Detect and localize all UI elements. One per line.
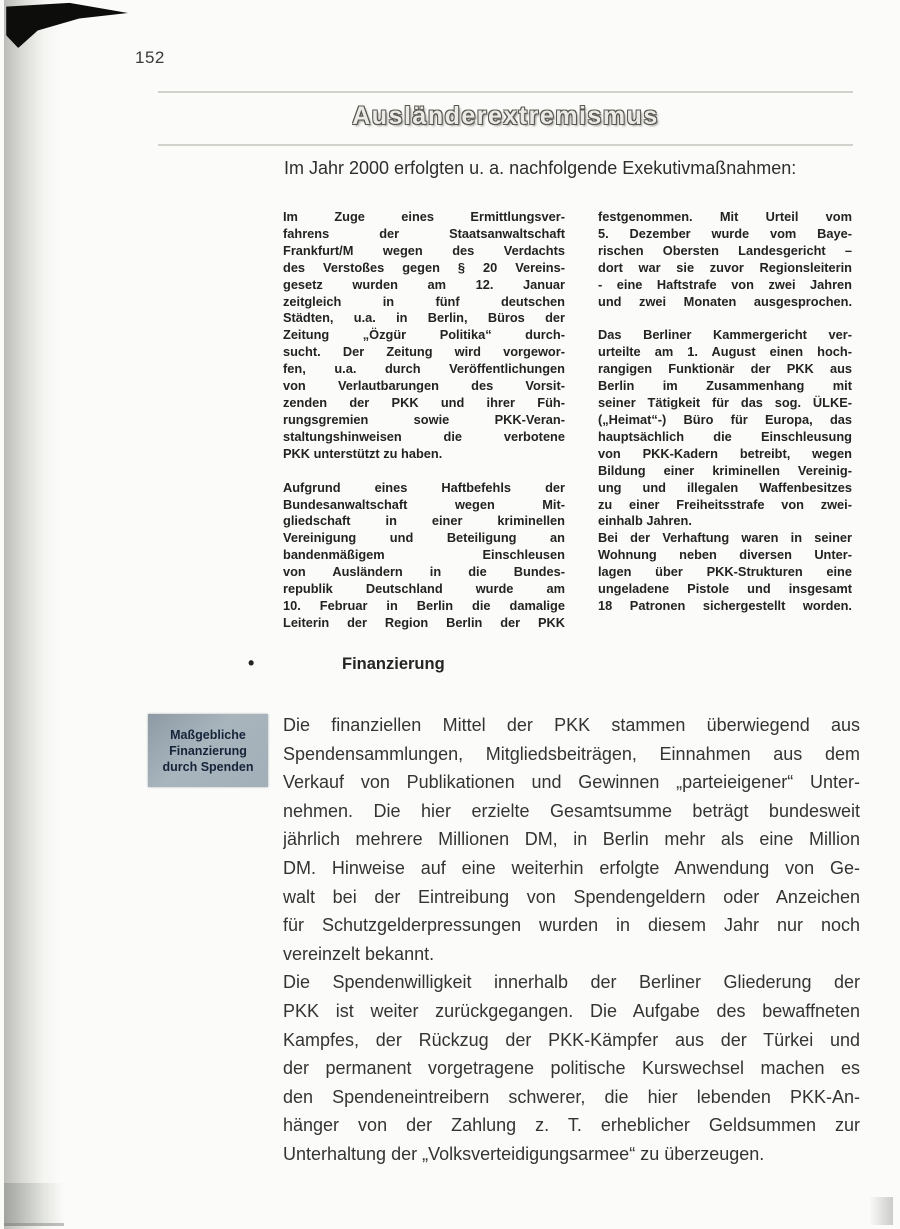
article-columns: [283, 209, 852, 632]
text-line: hänger von der Zahlung z. T. erheblicher Geldsummen zur: [283, 1115, 860, 1136]
margin-note-line: Finanzierung: [169, 743, 247, 758]
text-line: Bei der Verhaftung waren in seiner: [598, 530, 852, 546]
text-line: Im Zuge eines Ermittlungsver-: [283, 209, 565, 224]
text-line: - eine Haftstrafe von zwei Jahren: [598, 276, 852, 292]
page-number: 152: [135, 48, 165, 67]
column-left: [283, 209, 565, 632]
text-line: der permanent vorgetragene politische Kurswechsel machen es: [283, 1058, 860, 1079]
body-text: [283, 711, 860, 1169]
text-line: staltungshinweisen die verbotene: [283, 428, 565, 444]
paragraph: [283, 209, 565, 463]
text-line: rungsgremien sowie PKK-Veran-: [283, 411, 565, 427]
text-line: gesetz wurden am 12. Januar: [283, 276, 565, 292]
text-line: ung und illegalen Waffenbesitzes: [598, 479, 852, 495]
text-line: Verkauf von Publikationen und Gewinnen „parteieigener“ Unter-: [283, 772, 860, 793]
text-line: 5. Dezember wurde vom Baye-: [598, 225, 852, 241]
paragraph: [283, 480, 565, 632]
text-line: einhalb Jahren.: [598, 513, 692, 529]
text-line: jährlich mehrere Millionen DM, in Berlin mehr als eine Million: [283, 829, 860, 850]
text-line: von Verlautbarungen des Vorsit-: [283, 378, 565, 394]
paragraph: [598, 530, 852, 615]
paragraph: [598, 327, 852, 530]
text-line: ungeladene Pistole und insgesamt: [598, 581, 852, 597]
text-line: Vereinigung und Beteiligung an: [283, 530, 565, 546]
text-line: bandenmäßigem Einschleusen: [283, 547, 565, 563]
text-line: walt bei der Eintreibung von Spendengeldern oder Anzeichen: [283, 886, 860, 907]
text-line: Kampfes, der Rückzug der PKK-Kämpfer aus der Türkei und: [283, 1029, 860, 1050]
document-title: Ausländerextremismus: [352, 102, 659, 130]
intro-text: Im Jahr 2000 erfolgten u. a. nachfolgende Exekutivmaßnahmen:: [284, 158, 797, 178]
text-line: sucht. Der Zeitung wird vorgewor-: [283, 344, 565, 360]
text-line: und zwei Monaten ausgesprochen.: [598, 293, 852, 309]
text-line: Das Berliner Kammergericht ver-: [598, 327, 852, 343]
text-line: Bundesanwaltschaft wegen Mit-: [283, 496, 565, 512]
margin-note-line: Maßgebliche: [170, 727, 246, 742]
text-line: nehmen. Die hier erzielte Gesamtsumme beträgt bundesweit: [283, 800, 860, 821]
text-line: zu einer Freiheitsstrafe von zwei-: [598, 496, 852, 512]
scan-binding-wedge: [6, 2, 128, 48]
text-line: 10. Februar in Berlin die damalige: [283, 597, 565, 613]
margin-note-line: durch Spenden: [162, 759, 254, 774]
text-line: hauptsächlich die Einschleusung: [598, 428, 852, 444]
paragraph: [283, 711, 860, 968]
text-line: lagen über PKK-Strukturen eine: [598, 564, 852, 580]
text-line: Wohnung neben diversen Unter-: [598, 547, 852, 563]
text-line: zenden der PKK und ihrer Füh-: [283, 394, 565, 410]
text-line: Zeitung „Özgür Politika“ durch-: [283, 327, 565, 343]
text-line: den Spendeneintreibern schwerer, die hier lebenden PKK-An-: [283, 1086, 860, 1107]
text-line: rischen Obersten Landesgericht –: [598, 242, 852, 258]
text-line: Aufgrund eines Haftbefehls der: [283, 479, 565, 495]
text-line: des Verstoßes gegen § 20 Vereins-: [283, 259, 565, 275]
text-line: Unterhaltung der „Volksverteidigungsarmee“ zu überzeugen.: [283, 1143, 765, 1164]
text-line: PKK ist weiter zurückgegangen. Die Aufgabe des bewaffneten: [283, 1000, 860, 1021]
text-line: vereinzelt bekannt.: [283, 943, 435, 964]
text-line: urteilte am 1. August einen hoch-: [598, 344, 852, 360]
text-line: („Heimat“-) Büro für Europa, das: [598, 411, 852, 427]
text-line: dort war sie zuvor Regionsleiterin: [598, 259, 852, 275]
text-line: republik Deutschland wurde am: [283, 581, 565, 597]
text-line: rangigen Funktionär der PKK aus: [598, 361, 852, 377]
text-line: festgenommen. Mit Urteil vom: [598, 209, 852, 224]
text-line: Frankfurt/M wegen des Verdachts: [283, 242, 565, 258]
text-line: für Schutzgelderpressungen wurden in diesem Jahr nur noch: [283, 915, 860, 936]
text-line: Berlin im Zusammenhang mit: [598, 378, 852, 394]
bullet-dot-icon: •: [248, 653, 255, 673]
text-line: von Ausländern in die Bundes-: [283, 564, 565, 580]
margin-note: [148, 714, 268, 787]
paragraph: [283, 968, 860, 1168]
text-line: fen, u.a. durch Veröffentlichungen: [283, 361, 565, 377]
title-rule-bottom: [158, 144, 853, 146]
text-line: PKK unterstützt zu haben.: [283, 445, 443, 461]
text-line: 18 Patronen sichergestellt worden.: [598, 597, 852, 613]
scan-smudge-bottom-right: [869, 1197, 893, 1225]
column-right: [598, 209, 852, 632]
scan-shadow-left: [4, 0, 60, 1229]
text-line: DM. Hinweise auf eine weiterhin erfolgte Anwendung von Ge-: [283, 857, 860, 878]
title-rule-top: [158, 91, 853, 93]
text-line: Die finanziellen Mittel der PKK stammen überwiegend aus: [283, 715, 860, 735]
scan-smudge-bottom-left: [4, 1183, 64, 1226]
text-line: Spendensammlungen, Mitgliedsbeiträgen, Einnahmen aus dem: [283, 743, 860, 764]
text-line: Städten, u.a. in Berlin, Büros der: [283, 310, 565, 326]
text-line: Leiterin der Region Berlin der PKK: [283, 614, 565, 630]
section-heading: [248, 653, 648, 674]
text-line: Die Spendenwilligkeit innerhalb der Berliner Gliederung der: [283, 972, 860, 993]
text-line: von PKK-Kadern betreibt, wegen: [598, 445, 852, 461]
text-line: zeitgleich in fünf deutschen: [283, 293, 565, 309]
section-title: Finanzierung: [342, 655, 445, 673]
text-line: Bildung einer kriminellen Vereinig-: [598, 462, 852, 478]
text-line: seiner Tätigkeit für das sog. ÜLKE-: [598, 395, 852, 411]
text-line: fahrens der Staatsanwaltschaft: [283, 225, 565, 241]
text-line: gliedschaft in einer kriminellen: [283, 513, 565, 529]
paragraph: [598, 209, 852, 310]
